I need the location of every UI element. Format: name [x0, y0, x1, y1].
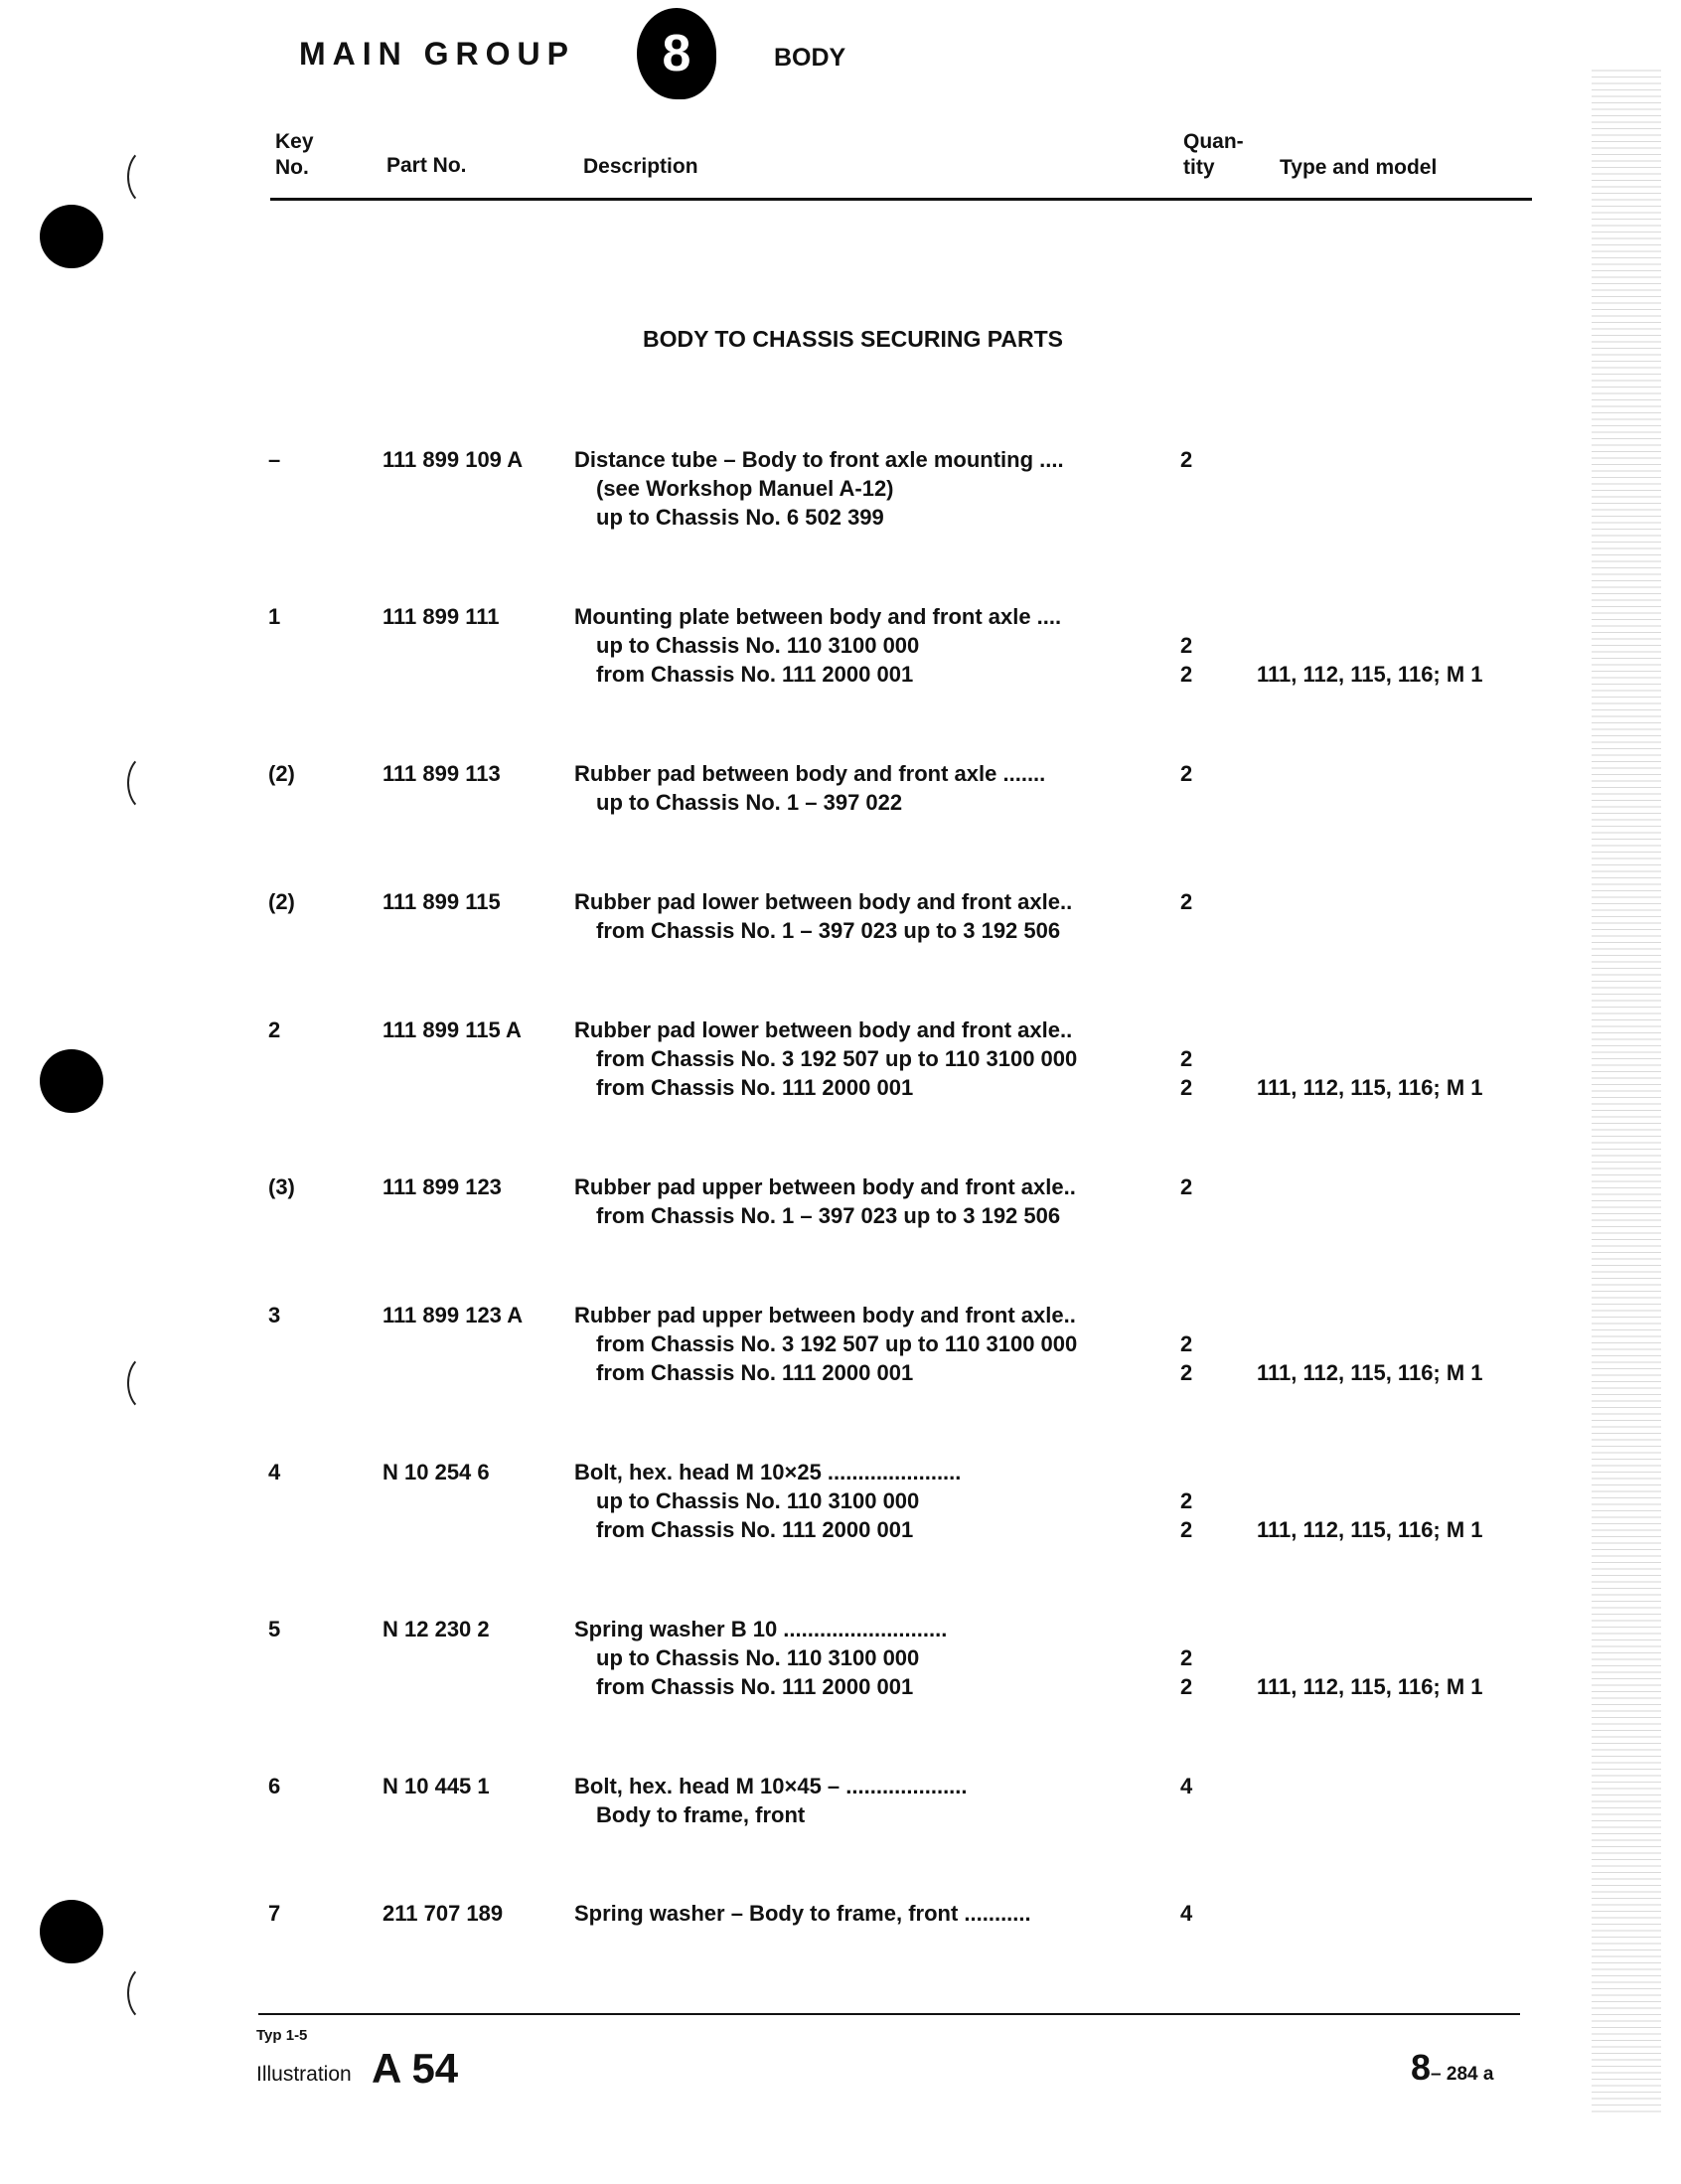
key-number: 5 [268, 1617, 281, 1641]
description-sub: (see Workshop Manuel A-12) [596, 476, 894, 501]
description-sub: from Chassis No. 111 2000 001 [596, 1075, 914, 1100]
quantity-cell [1180, 1458, 1210, 1544]
key-number: 4 [268, 1460, 281, 1484]
part-description [574, 1301, 1150, 1387]
part-number: 111 899 109 A [382, 447, 524, 472]
type-model-value [1257, 1329, 1483, 1358]
quantity-cell [1180, 887, 1210, 945]
description-sub: Body to frame, front [596, 1802, 806, 1827]
type-model-value [1257, 631, 1483, 660]
quantity-value: 2 [1180, 889, 1193, 914]
binder-arc [127, 1353, 173, 1413]
quantity-value [1180, 788, 1210, 817]
type-model-value: 111, 112, 115, 116; M 1 [1257, 1075, 1483, 1100]
key-number: – [268, 447, 281, 472]
type-model-value [1257, 1643, 1483, 1672]
quantity-cell [1180, 759, 1210, 817]
description-sub: up to Chassis No. 1 – 397 022 [596, 790, 903, 815]
quantity-value: 2 [1180, 761, 1193, 786]
type-model-value [1257, 1301, 1483, 1329]
part-number: 111 899 123 A [382, 1303, 524, 1327]
description-sub: from Chassis No. 111 2000 001 [596, 1517, 914, 1542]
quantity-value [1180, 1800, 1210, 1829]
key-number: 1 [268, 604, 281, 629]
part-description [574, 759, 1150, 817]
description-sub: up to Chassis No. 110 3100 000 [596, 1488, 920, 1513]
description-main: Bolt, hex. head M 10×45 – .................... [574, 1774, 968, 1798]
part-number: 211 707 189 [382, 1901, 504, 1926]
part-number: 111 899 111 [382, 604, 500, 629]
description-main: Bolt, hex. head M 10×25 ...................... [574, 1460, 962, 1484]
description-sub: from Chassis No. 3 192 507 up to 110 3100 000 [596, 1046, 1078, 1071]
quantity-value: 2 [1180, 633, 1193, 658]
binder-arc [127, 147, 173, 207]
punch-hole [40, 1900, 103, 1963]
type-model-value: 111, 112, 115, 116; M 1 [1257, 1517, 1483, 1542]
part-description [574, 1615, 1150, 1701]
description-main: Rubber pad upper between body and front axle.. [574, 1303, 1076, 1327]
quantity-value [1180, 1615, 1210, 1643]
quantity-value [1180, 1015, 1210, 1044]
part-number: 111 899 115 [382, 889, 501, 914]
footer-rule [258, 2013, 1520, 2015]
quantity-value: 2 [1180, 1645, 1193, 1670]
quantity-value: 4 [1180, 1774, 1193, 1798]
description-sub: from Chassis No. 3 192 507 up to 110 3100 000 [596, 1331, 1078, 1356]
quantity-value: 2 [1180, 447, 1193, 472]
key-number: 6 [268, 1774, 281, 1798]
part-description [574, 1772, 1150, 1829]
part-number: 111 899 123 [382, 1174, 502, 1199]
quantity-cell [1180, 1301, 1210, 1387]
punch-hole [40, 205, 103, 268]
quantity-value [1180, 474, 1210, 503]
quantity-value: 2 [1180, 1674, 1193, 1699]
group-number-badge: 8 [637, 8, 716, 99]
type-model-cell [1257, 1458, 1483, 1544]
illustration-label: Illustration [256, 2063, 352, 2086]
part-number: N 10 254 6 [382, 1460, 490, 1484]
column-header-part: Part No. [386, 154, 467, 177]
illustration-number: A 54 [372, 2045, 459, 2092]
part-description [574, 1172, 1150, 1230]
part-description [574, 1899, 1150, 1928]
quantity-value [1180, 1458, 1210, 1486]
page-number [1411, 2047, 1493, 2089]
column-header-key: Key No. [275, 130, 314, 179]
part-description [574, 1458, 1150, 1544]
page-number-main: 8 [1411, 2047, 1432, 2088]
quantity-value [1180, 602, 1210, 631]
type-model-cell [1257, 602, 1483, 689]
page-number-suffix: – 284 a [1431, 2064, 1494, 2085]
description-sub: up to Chassis No. 110 3100 000 [596, 1645, 920, 1670]
part-description [574, 602, 1150, 689]
quantity-value: 2 [1180, 1517, 1193, 1542]
description-sub: from Chassis No. 1 – 397 023 up to 3 192 506 [596, 918, 1061, 943]
scan-edge-noise [1592, 70, 1661, 2116]
description-main: Rubber pad lower between body and front axle.. [574, 1017, 1073, 1042]
key-number: 3 [268, 1303, 281, 1327]
type-model-value [1257, 1486, 1483, 1515]
quantity-value: 2 [1180, 1488, 1193, 1513]
column-header-quantity: Quan-tity [1183, 130, 1244, 179]
description-main: Rubber pad between body and front axle ....... [574, 761, 1046, 786]
header-rule [270, 198, 1532, 201]
key-number: (3) [268, 1174, 295, 1199]
description-main: Spring washer B 10 ........................... [574, 1617, 948, 1641]
type-model-value [1257, 1458, 1483, 1486]
key-number: (2) [268, 889, 295, 914]
quantity-value [1180, 503, 1210, 532]
type-model-value [1257, 602, 1483, 631]
key-number: 7 [268, 1901, 281, 1926]
type-model-value: 111, 112, 115, 116; M 1 [1257, 1674, 1483, 1699]
type-model-value [1257, 1015, 1483, 1044]
quantity-cell [1180, 1615, 1210, 1701]
quantity-cell [1180, 602, 1210, 689]
quantity-value: 2 [1180, 1174, 1193, 1199]
quantity-cell [1180, 1172, 1210, 1230]
description-sub: up to Chassis No. 6 502 399 [596, 505, 884, 530]
type-model-cell [1257, 1301, 1483, 1387]
typ-label: Typ 1-5 [256, 2027, 308, 2044]
part-number: 111 899 115 A [382, 1017, 522, 1042]
main-group-label: MAIN GROUP [299, 36, 575, 72]
description-sub: up to Chassis No. 110 3100 000 [596, 633, 920, 658]
section-name: BODY [774, 44, 846, 72]
quantity-value [1180, 916, 1210, 945]
binder-arc [127, 1963, 173, 2023]
quantity-cell [1180, 1772, 1210, 1829]
part-description [574, 1015, 1150, 1102]
type-model-value: 111, 112, 115, 116; M 1 [1257, 1360, 1483, 1385]
description-main: Mounting plate between body and front axle .... [574, 604, 1062, 629]
quantity-value: 2 [1180, 1046, 1193, 1071]
key-number: 2 [268, 1017, 281, 1042]
type-model-cell [1257, 1015, 1483, 1102]
column-header-type: Type and model [1280, 156, 1438, 179]
type-model-cell [1257, 1615, 1483, 1701]
quantity-value: 2 [1180, 1331, 1193, 1356]
key-number: (2) [268, 761, 295, 786]
quantity-value: 2 [1180, 1360, 1193, 1385]
quantity-value: 2 [1180, 662, 1193, 687]
description-sub: from Chassis No. 111 2000 001 [596, 1674, 914, 1699]
description-sub: from Chassis No. 111 2000 001 [596, 662, 914, 687]
part-description [574, 887, 1150, 945]
description-main: Rubber pad upper between body and front axle.. [574, 1174, 1076, 1199]
type-model-value [1257, 1615, 1483, 1643]
quantity-value [1180, 1301, 1210, 1329]
section-title: BODY TO CHASSIS SECURING PARTS [643, 326, 1064, 352]
type-model-value: 111, 112, 115, 116; M 1 [1257, 662, 1483, 687]
description-main: Spring washer – Body to frame, front ........... [574, 1901, 1031, 1926]
part-number: N 10 445 1 [382, 1774, 490, 1798]
description-sub: from Chassis No. 1 – 397 023 up to 3 192 506 [596, 1203, 1061, 1228]
binder-arc [127, 753, 173, 813]
description-sub: from Chassis No. 111 2000 001 [596, 1360, 914, 1385]
part-number: 111 899 113 [382, 761, 501, 786]
quantity-cell [1180, 1899, 1210, 1928]
quantity-cell [1180, 1015, 1210, 1102]
quantity-value: 4 [1180, 1901, 1193, 1926]
quantity-cell [1180, 445, 1210, 532]
column-header-description: Description [583, 155, 698, 178]
description-main: Distance tube – Body to front axle mounting .... [574, 447, 1064, 472]
description-main: Rubber pad lower between body and front axle.. [574, 889, 1073, 914]
quantity-value [1180, 1201, 1210, 1230]
quantity-value: 2 [1180, 1075, 1193, 1100]
part-description [574, 445, 1150, 532]
type-model-value [1257, 1044, 1483, 1073]
part-number: N 12 230 2 [382, 1617, 490, 1641]
punch-hole [40, 1049, 103, 1113]
